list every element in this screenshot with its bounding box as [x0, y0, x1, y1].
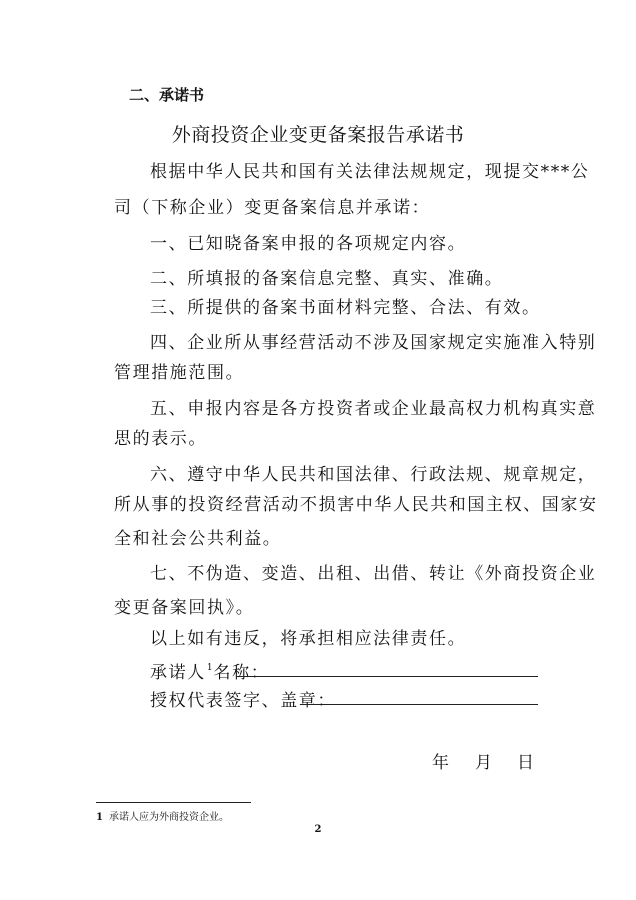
footnote [96, 808, 229, 823]
promisor-label-suffix: 名称： [213, 663, 270, 683]
date-day-label: 日 [517, 753, 534, 773]
body-line: 司（下称企业）变更备案信息并承诺： [114, 198, 431, 218]
body-line: 全和社会公共利益。 [114, 529, 282, 549]
body-line: 三、所提供的备案书面材料完整、合法、有效。 [150, 298, 541, 318]
footnote-mark: 1 [96, 812, 103, 823]
body-line: 以上如有违反，将承担相应法律责任。 [150, 629, 467, 649]
signature-field[interactable] [300, 704, 538, 705]
body-line: 五、申报内容是各方投资者或企业最高权力机构真实意 [150, 399, 597, 419]
representative-label: 授权代表签字、盖章： [150, 691, 336, 711]
body-line: 二、所填报的备案信息完整、真实、准确。 [150, 269, 504, 289]
promisor-label [150, 658, 269, 683]
promisor-name-field[interactable] [236, 676, 538, 677]
document-title: 外商投资企业变更备案报告承诺书 [171, 124, 465, 146]
body-line: 思的表示。 [114, 429, 207, 449]
body-line: 变更备案回执》。 [114, 598, 255, 618]
date-year-label: 年 [432, 753, 449, 773]
footnote-reference: 1 [206, 663, 213, 673]
footnote-text: 承诺人应为外商投资企业。 [108, 812, 229, 823]
body-line: 所从事的投资经营活动不损害中华人民共和国主权、国家安 [114, 495, 598, 515]
body-line: 一、已知晓备案申报的各项规定内容。 [150, 234, 467, 254]
body-line: 四、企业所从事经营活动不涉及国家规定实施准入特别 [150, 333, 597, 353]
section-heading: 二、承诺书 [129, 86, 205, 104]
body-line: 根据中华人民共和国有关法律法规规定，现提交***公 [150, 162, 590, 182]
promisor-label-text: 承诺人 [150, 663, 206, 683]
body-line: 七、不伪造、变造、出租、出借、转让《外商投资企业 [150, 564, 597, 584]
page-number: 2 [314, 824, 322, 835]
body-line: 六、遵守中华人民共和国法律、行政法规、规章规定， [150, 465, 597, 485]
footnote-divider [96, 802, 251, 803]
date-month-label: 月 [475, 753, 492, 773]
body-line: 管理措施范围。 [114, 363, 245, 383]
